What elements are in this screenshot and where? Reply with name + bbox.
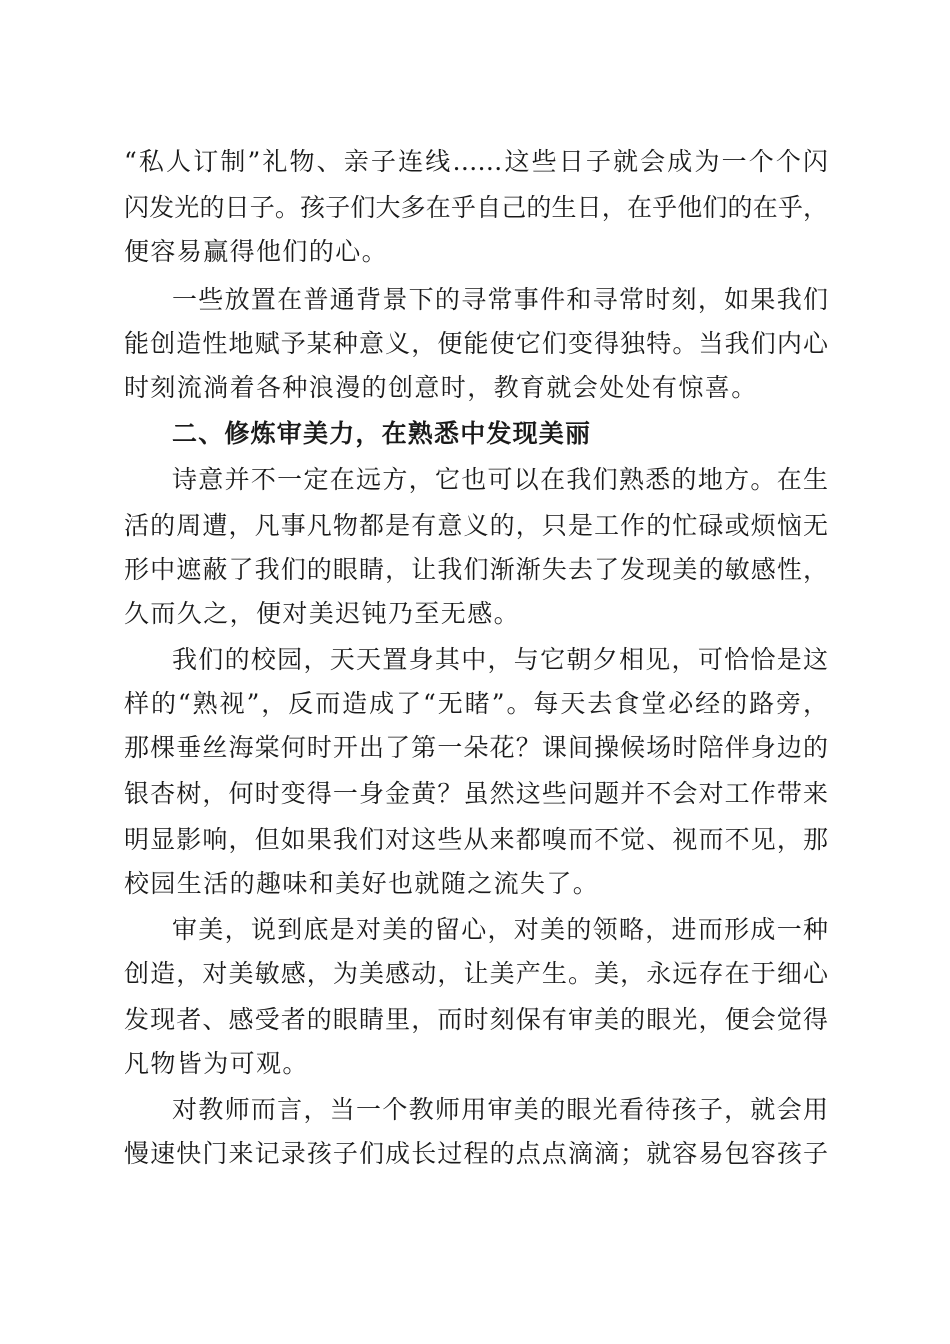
text-line: 久而久之，便对美迟钝乃至无感。	[124, 599, 521, 628]
text-line: 时刻流淌着各种浪漫的创意时，教育就会处处有惊喜。	[124, 373, 758, 402]
paragraph-start-line: 对教师而言，当一个教师用审美的眼光看待孩子，就会用	[172, 1095, 828, 1124]
text-line: 校园生活的趣味和美好也就随之流失了。	[124, 869, 600, 898]
text-line: 活的周遭，凡事凡物都是有意义的，只是工作的忙碌或烦恼无	[124, 511, 828, 540]
text-line: 样的“熟视”，反而造成了“无睹”。每天去食堂必经的路旁，	[124, 689, 828, 718]
text-line: 闪发光的日子。孩子们大多在乎自己的生日，在乎他们的在乎，	[124, 193, 828, 222]
paragraph-start-line: 我们的校园，天天置身其中，与它朝夕相见，可恰恰是这	[172, 645, 828, 674]
text-line: 便容易赢得他们的心。	[124, 237, 389, 266]
text-line: 慢速快门来记录孩子们成长过程的点点滴滴；就容易包容孩子	[124, 1139, 828, 1168]
paragraph-start-line: 审美，说到底是对美的留心，对美的领略，进而形成一种	[172, 915, 828, 944]
paragraph-start-line: 诗意并不一定在远方，它也可以在我们熟悉的地方。在生	[172, 465, 828, 494]
text-line: “私人订制”礼物、亲子连线……这些日子就会成为一个个闪	[124, 147, 828, 176]
text-line: 那棵垂丝海棠何时开出了第一朵花？课间操候场时陪伴身边的	[124, 733, 828, 762]
text-line: 能创造性地赋予某种意义，便能使它们变得独特。当我们内心	[124, 329, 828, 358]
paragraph-start-line: 一些放置在普通背景下的寻常事件和寻常时刻，如果我们	[172, 285, 828, 314]
text-line: 创造，对美敏感，为美感动，让美产生。美，永远存在于细心	[124, 959, 828, 988]
section-heading: 二、修炼审美力，在熟悉中发现美丽	[172, 419, 592, 448]
text-line: 凡物皆为可观。	[124, 1049, 309, 1078]
text-line: 发现者、感受者的眼睛里，而时刻保有审美的眼光，便会觉得	[124, 1005, 828, 1034]
text-line: 明显影响，但如果我们对这些从来都嗅而不觉、视而不见，那	[124, 825, 828, 854]
text-line: 银杏树，何时变得一身金黄？虽然这些问题并不会对工作带来	[124, 779, 828, 808]
text-line: 形中遮蔽了我们的眼睛，让我们渐渐失去了发现美的敏感性，	[124, 555, 828, 584]
